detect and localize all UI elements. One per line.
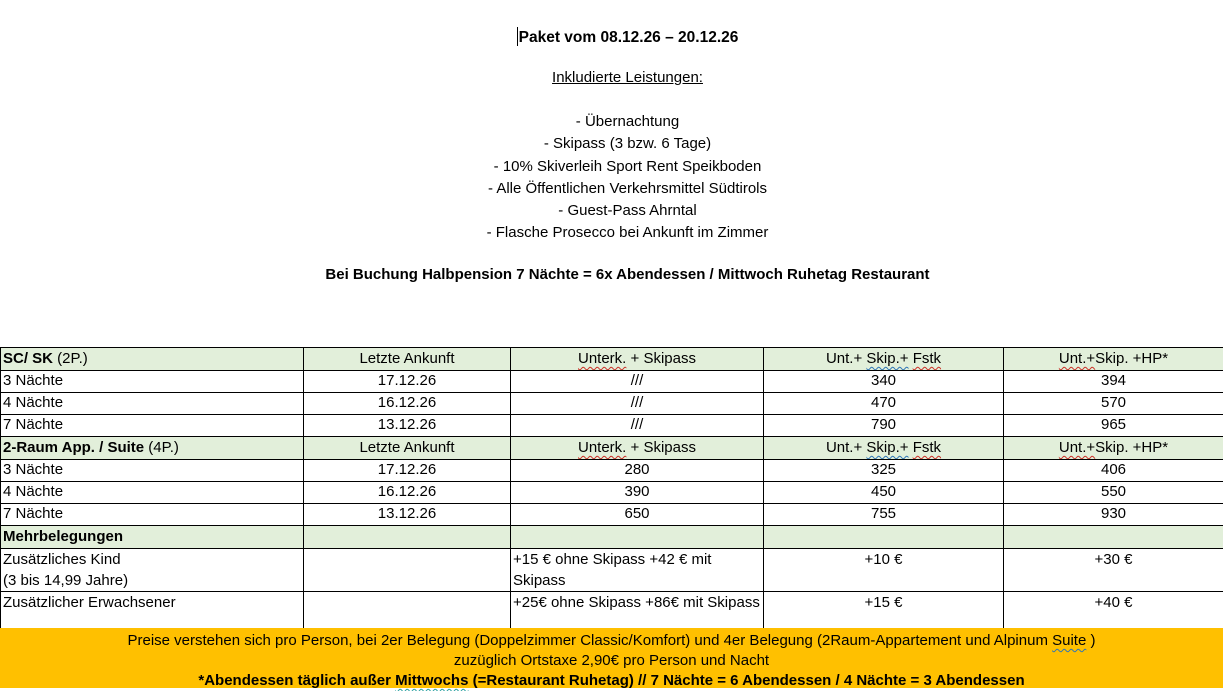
fstk-cell[interactable]: 325 bbox=[764, 459, 1004, 481]
unterk-cell[interactable]: +25€ ohne Skipass +86€ mit Skipass bbox=[511, 591, 764, 634]
table-row-mehrbelegungen-header bbox=[1, 525, 1223, 548]
ankunft-cell[interactable]: 16.12.26 bbox=[304, 481, 511, 503]
fstk-cell[interactable]: 755 bbox=[764, 503, 1004, 525]
list-item[interactable]: - Übernachtung bbox=[32, 111, 1223, 133]
row-label-cell[interactable]: Zusätzliches Kind (3 bis 14,99 Jahre) bbox=[1, 548, 304, 591]
row-label-cell[interactable]: 3 Nächte bbox=[1, 459, 304, 481]
row-label-cell[interactable]: 3 Nächte bbox=[1, 370, 304, 392]
empty-cell[interactable] bbox=[764, 525, 1004, 548]
table-row bbox=[1, 414, 1223, 436]
hp-cell[interactable]: 394 bbox=[1004, 370, 1223, 392]
unterk-cell[interactable]: 280 bbox=[511, 459, 764, 481]
row-label-cell[interactable]: 4 Nächte bbox=[1, 392, 304, 414]
halbpension-note[interactable]: Bei Buchung Halbpension 7 Nächte = 6x Abendessen / Mittwoch Ruhetag Restaurant bbox=[32, 264, 1223, 285]
unterk-cell[interactable]: /// bbox=[511, 414, 764, 436]
empty-cell[interactable] bbox=[511, 525, 764, 548]
col-header-unt-skip-hp[interactable]: Unt.+Skip. +HP* bbox=[1004, 436, 1223, 459]
unterk-cell[interactable]: 650 bbox=[511, 503, 764, 525]
text-cursor-caret bbox=[517, 27, 518, 46]
table-row bbox=[1, 459, 1223, 481]
fstk-cell[interactable]: 470 bbox=[764, 392, 1004, 414]
table-row bbox=[1, 481, 1223, 503]
unterk-cell[interactable]: /// bbox=[511, 370, 764, 392]
table-row bbox=[1, 370, 1223, 392]
table-row-zusaetzliches-kind bbox=[1, 548, 1223, 591]
fstk-cell[interactable]: 790 bbox=[764, 414, 1004, 436]
included-services-list bbox=[32, 111, 1223, 245]
empty-cell[interactable] bbox=[304, 525, 511, 548]
mehrbelegungen-title-cell[interactable]: Mehrbelegungen bbox=[1, 525, 304, 548]
included-services-heading[interactable]: Inkludierte Leistungen: bbox=[32, 67, 1223, 88]
hp-cell[interactable]: +40 € bbox=[1004, 591, 1223, 634]
row-label-cell[interactable]: Zusätzlicher Erwachsener bbox=[1, 591, 304, 634]
list-item[interactable]: - Flasche Prosecco bei Ankunft im Zimmer bbox=[32, 222, 1223, 244]
table-row-section1-header bbox=[1, 347, 1223, 370]
row-label-cell[interactable]: 7 Nächte bbox=[1, 414, 304, 436]
fstk-cell[interactable]: 340 bbox=[764, 370, 1004, 392]
unterk-cell[interactable]: 390 bbox=[511, 481, 764, 503]
ankunft-cell[interactable] bbox=[304, 548, 511, 591]
page-title[interactable] bbox=[32, 27, 1223, 48]
row-label-cell[interactable]: 4 Nächte bbox=[1, 481, 304, 503]
table-row-section2-header bbox=[1, 436, 1223, 459]
col-header-unt-skip-fstk[interactable]: Unt.+ Skip.+ Fstk bbox=[764, 436, 1004, 459]
section1-title-cell[interactable]: SC/ SK (2P.) bbox=[1, 347, 304, 370]
page-title-text: Paket vom 08.12.26 – 20.12.26 bbox=[519, 29, 739, 46]
unterk-cell[interactable]: /// bbox=[511, 392, 764, 414]
col-header-letzte-ankunft[interactable]: Letzte Ankunft bbox=[304, 347, 511, 370]
list-item[interactable]: - Skipass (3 bzw. 6 Tage) bbox=[32, 133, 1223, 155]
row-label-cell[interactable]: 7 Nächte bbox=[1, 503, 304, 525]
ankunft-cell[interactable]: 17.12.26 bbox=[304, 370, 511, 392]
section2-title-cell[interactable]: 2-Raum App. / Suite (4P.) bbox=[1, 436, 304, 459]
ankunft-cell[interactable]: 16.12.26 bbox=[304, 392, 511, 414]
col-header-unterk-skipass[interactable]: Unterk. + Skipass bbox=[511, 436, 764, 459]
ankunft-cell[interactable]: 17.12.26 bbox=[304, 459, 511, 481]
hp-cell[interactable]: 406 bbox=[1004, 459, 1223, 481]
col-header-unt-skip-fstk[interactable]: Unt.+ Skip.+ Fstk bbox=[764, 347, 1004, 370]
list-item[interactable]: - Alle Öffentlichen Verkehrsmittel Südtirols bbox=[32, 178, 1223, 200]
conditions-line-abendessen[interactable]: *Abendessen täglich außer Mittwochs (=Restaurant Ruhetag) // 7 Nächte = 6 Abendessen / 4 Nächte = 3 Abendessen bbox=[0, 671, 1223, 691]
document-intro bbox=[0, 0, 1223, 285]
list-item[interactable]: - Guest-Pass Ahrntal bbox=[32, 200, 1223, 222]
table-row bbox=[1, 503, 1223, 525]
list-item[interactable]: - 10% Skiverleih Sport Rent Speikboden bbox=[32, 156, 1223, 178]
price-table bbox=[0, 347, 1223, 635]
unterk-cell[interactable]: +15 € ohne Skipass +42 € mit Skipass bbox=[511, 548, 764, 591]
hp-cell[interactable]: 930 bbox=[1004, 503, 1223, 525]
fstk-cell[interactable]: 450 bbox=[764, 481, 1004, 503]
col-header-letzte-ankunft[interactable]: Letzte Ankunft bbox=[304, 436, 511, 459]
conditions-line-occupancy[interactable]: Preise verstehen sich pro Person, bei 2er Belegung (Doppelzimmer Classic/Komfort) und 4er Belegung (2Raum-Appartement und Alpinum Suite ) bbox=[0, 631, 1223, 651]
price-conditions-banner bbox=[0, 628, 1223, 688]
ankunft-cell[interactable]: 13.12.26 bbox=[304, 414, 511, 436]
ankunft-cell[interactable]: 13.12.26 bbox=[304, 503, 511, 525]
hp-cell[interactable]: 965 bbox=[1004, 414, 1223, 436]
fstk-cell[interactable]: +15 € bbox=[764, 591, 1004, 634]
hp-cell[interactable]: +30 € bbox=[1004, 548, 1223, 591]
empty-cell[interactable] bbox=[1004, 525, 1223, 548]
hp-cell[interactable]: 570 bbox=[1004, 392, 1223, 414]
fstk-cell[interactable]: +10 € bbox=[764, 548, 1004, 591]
hp-cell[interactable]: 550 bbox=[1004, 481, 1223, 503]
table-row bbox=[1, 392, 1223, 414]
col-header-unterk-skipass[interactable]: Unterk. + Skipass bbox=[511, 347, 764, 370]
col-header-unt-skip-hp[interactable]: Unt.+Skip. +HP* bbox=[1004, 347, 1223, 370]
conditions-line-ortstaxe[interactable]: zuzüglich Ortstaxe 2,90€ pro Person und Nacht bbox=[0, 651, 1223, 671]
